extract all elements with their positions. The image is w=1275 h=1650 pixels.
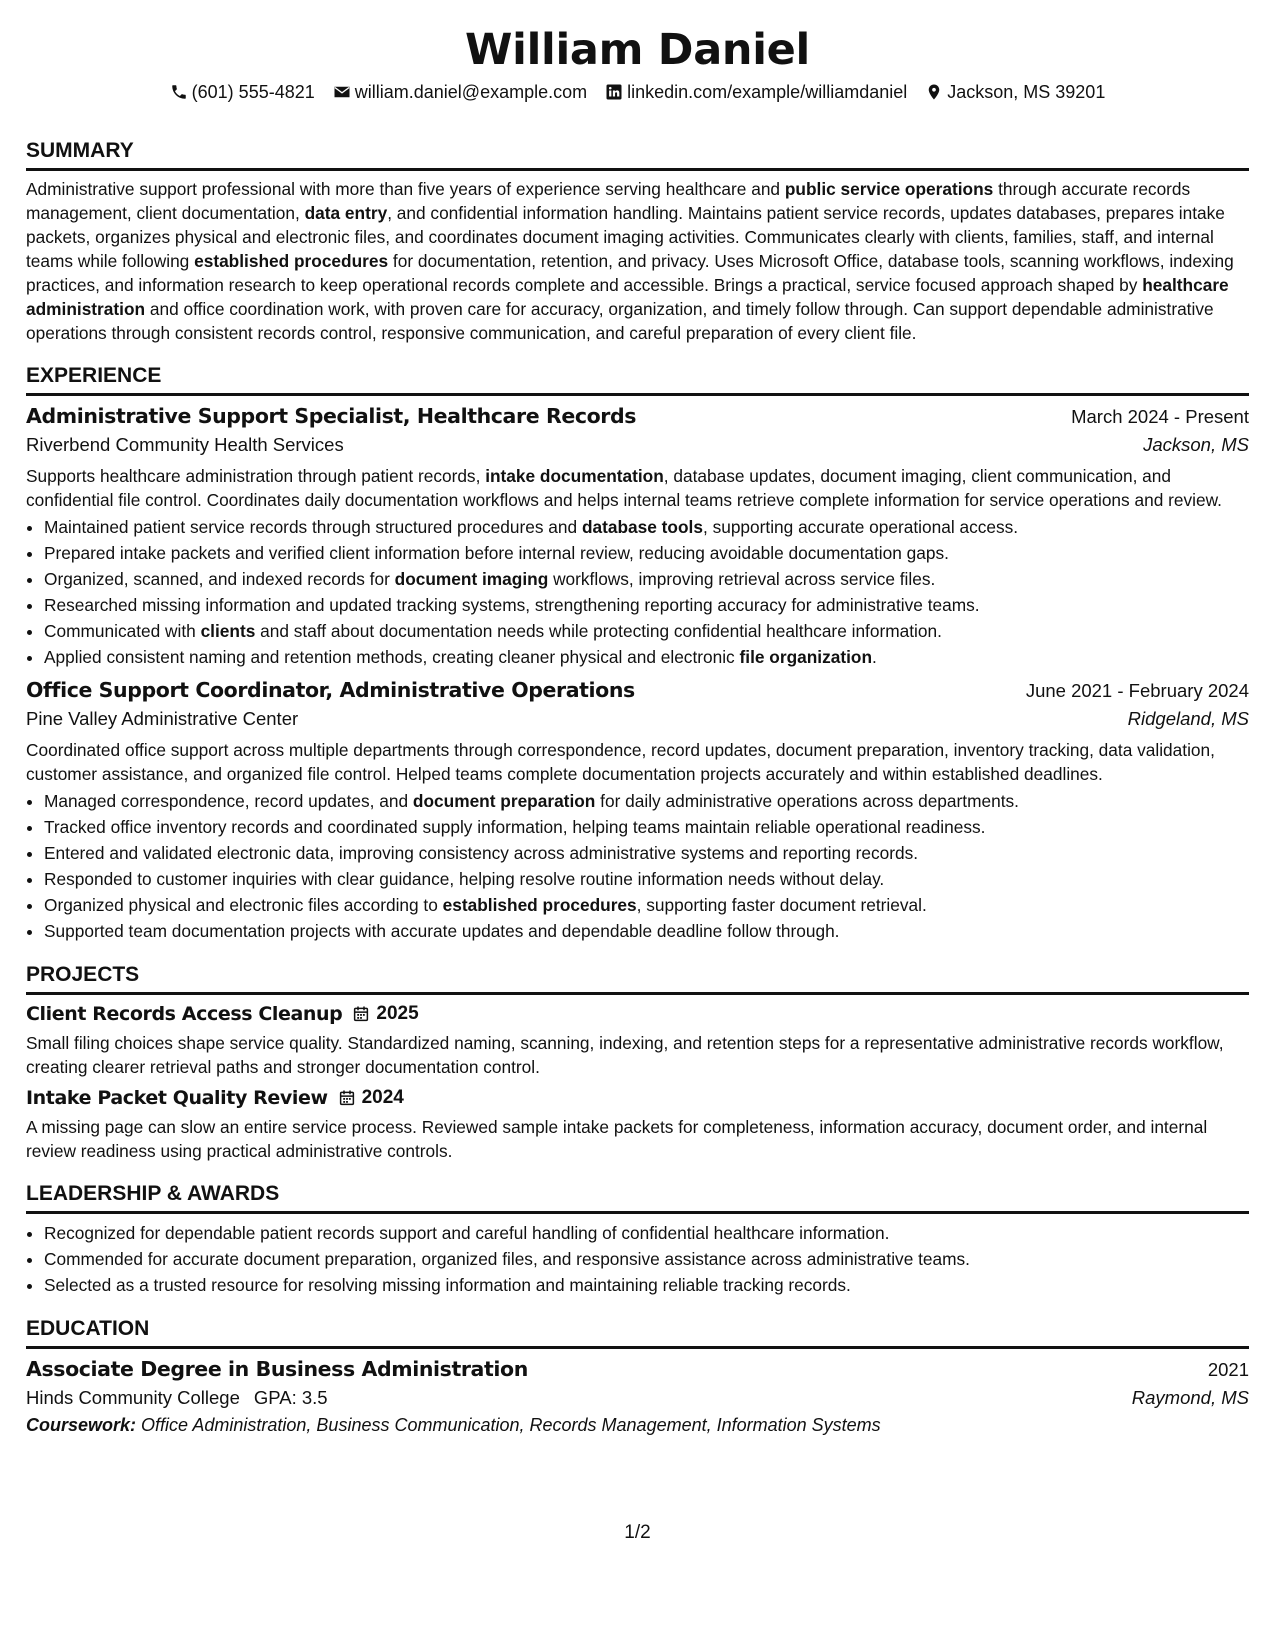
project-entry	[26, 1087, 1249, 1163]
project-header	[26, 1003, 1249, 1025]
summary-highlight: public service operations	[784, 179, 994, 199]
bullet-item	[44, 788, 1249, 814]
bullet-item	[44, 866, 1249, 892]
bullet-highlight: document preparation	[412, 791, 596, 811]
contact-phone	[170, 80, 315, 104]
job-title: Office Support Coordinator, Administrative Operations	[26, 678, 635, 702]
education-subheader	[26, 1385, 1249, 1411]
contact-bar	[26, 80, 1249, 104]
section-title-education: EDUCATION	[26, 1316, 1249, 1349]
award-item: • Recognized for dependable patient records support and careful handling of confidential healthcare information.	[44, 1220, 1249, 1246]
bullet-text: Organized, scanned, and indexed records for	[44, 569, 395, 589]
summary-highlight: data entry	[304, 203, 388, 223]
bullet-item	[44, 918, 1249, 944]
phone-text[interactable]: (601) 555-4821	[191, 82, 315, 102]
bullet-item	[44, 892, 1249, 918]
contact-email	[333, 80, 587, 104]
project-date	[352, 1003, 418, 1025]
school-name: Hinds Community College	[26, 1387, 240, 1408]
degree-name: Associate Degree in Business Administration	[26, 1357, 528, 1381]
education-header	[26, 1357, 1249, 1381]
leadership-list	[26, 1220, 1249, 1298]
coursework	[26, 1415, 1249, 1436]
job-desc-text: Supports healthcare administration through patient records,	[26, 466, 486, 486]
job-dates: June 2021 - February 2024	[1025, 680, 1249, 701]
summary-text: and office coordination work, with proven care for accuracy, organization, and timely follow through. Can support dependable administrative operations through consistent records control, responsive communication, and careful preparation of every client file.	[26, 299, 1214, 343]
bullet-text: Managed correspondence, record updates, and	[44, 791, 413, 811]
bullet-text: .	[872, 647, 877, 667]
bullet-text: , supporting faster document retrieval.	[636, 895, 927, 915]
experience-entry	[26, 404, 1249, 670]
job-desc-text: , database updates, document imaging, client communication, and confidential file control. Coordinates daily documentation workflows and helps internal teams retrieve complete information for service operations and review.	[26, 466, 1222, 510]
bullet-item	[44, 540, 1249, 566]
bullet-text: for daily administrative operations across departments.	[595, 791, 1019, 811]
job-location: Jackson, MS	[1143, 434, 1249, 455]
bullet-item	[44, 514, 1249, 540]
graduation-year: 2021	[1207, 1359, 1249, 1380]
email-link[interactable]: william.daniel@example.com	[354, 82, 588, 102]
bullet-text: Responded to customer inquiries with clear guidance, helping resolve routine information needs without delay.	[44, 869, 885, 889]
project-year: 2025	[376, 1003, 419, 1024]
summary-highlight: established procedures	[194, 251, 389, 271]
award-item: • Selected as a trusted resource for resolving missing information and maintaining reliable tracking records.	[44, 1272, 1249, 1298]
summary-text: , and confidential information handling. Maintains patient service records, updates databases, prepares intake packets, organizes physical and electronic files, and coordinates document imaging activities. Communicates clearly with clients, families, staff, and internal teams while following	[26, 203, 1225, 271]
bullet-text: Entered and validated electronic data, improving consistency across administrative systems and reporting records.	[44, 843, 919, 863]
bullet-highlight: document imaging	[394, 569, 549, 589]
section-title-experience: EXPERIENCE	[26, 363, 1249, 396]
project-description: A missing page can slow an entire service process. Reviewed sample intake packets for completeness, information accuracy, document order, and internal review readiness using practical administrative controls.	[26, 1117, 1208, 1161]
project-date	[338, 1087, 404, 1109]
job-subheader	[26, 432, 1249, 458]
bullet-text: Communicated with	[44, 621, 201, 641]
bullet-text: Researched missing information and updated tracking systems, strengthening reporting accuracy for administrative teams.	[44, 595, 980, 615]
company-name: Pine Valley Administrative Center	[26, 708, 299, 729]
contact-linkedin	[605, 80, 907, 104]
bullet-item	[44, 618, 1249, 644]
job-bullets	[26, 514, 1249, 670]
map-pin-icon	[925, 83, 943, 101]
page-number: 1/2	[624, 1522, 651, 1543]
section-title-leadership: LEADERSHIP & AWARDS	[26, 1181, 1249, 1214]
bullet-text: and staff about documentation needs while protecting confidential healthcare information.	[255, 621, 942, 641]
linkedin-icon	[605, 83, 623, 101]
bullet-item	[44, 592, 1249, 618]
bullet-text: Tracked office inventory records and coordinated supply information, helping teams maintain reliable operational readiness.	[44, 817, 986, 837]
bullet-item	[44, 644, 1249, 670]
bullet-text: Maintained patient service records through structured procedures and	[44, 517, 582, 537]
bullet-highlight: database tools	[581, 517, 703, 537]
job-bullets	[26, 788, 1249, 944]
bullet-item	[44, 840, 1249, 866]
summary-text: Administrative support professional with more than five years of experience serving healthcare and	[26, 179, 785, 199]
project-year: 2024	[361, 1087, 404, 1108]
calendar-icon	[352, 1005, 370, 1023]
gpa: GPA: 3.5	[253, 1387, 328, 1408]
bullet-text: , supporting accurate operational access.	[702, 517, 1019, 537]
award-item: • Commended for accurate document preparation, organized files, and responsive assistance across administrative teams.	[44, 1246, 1249, 1272]
location-text: Jackson, MS 39201	[947, 82, 1106, 102]
summary-text: for documentation, retention, and privacy. Uses Microsoft Office, database tools, scanning workflows, indexing practices, and information research to keep operational records complete and accessible. Brings a practical, service focused approach shaped by	[26, 251, 1234, 295]
linkedin-link[interactable]: linkedin.com/example/williamdaniel	[627, 82, 908, 102]
job-subheader	[26, 706, 1249, 732]
experience-entry	[26, 678, 1249, 944]
bullet-text: Supported team documentation projects with accurate updates and dependable deadline follow through.	[44, 921, 840, 941]
envelope-icon	[333, 83, 351, 101]
candidate-name: William Daniel	[465, 25, 810, 75]
project-name: Client Records Access Cleanup	[26, 1003, 343, 1025]
education-entry	[26, 1357, 1249, 1436]
summary-highlight: healthcare administration	[26, 275, 1229, 319]
project-entry	[26, 1003, 1249, 1079]
bullet-text: Applied consistent naming and retention methods, creating cleaner physical and electronic	[44, 647, 740, 667]
bullet-text: Organized physical and electronic files according to	[44, 895, 443, 915]
job-dates: March 2024 - Present	[1071, 406, 1249, 427]
bullet-highlight: file organization	[739, 647, 873, 667]
summary-text: through accurate records management, client documentation,	[26, 179, 1191, 223]
calendar-icon	[338, 1089, 356, 1107]
job-desc-text: Coordinated office support across multiple departments through correspondence, record updates, document preparation, inventory tracking, data validation, customer assistance, and organized file control. Helped teams complete documentation projects accurately and within established deadlines.	[26, 740, 1215, 784]
coursework-list: Office Administration, Business Communication, Records Management, Information Systems	[136, 1415, 881, 1435]
school-location: Raymond, MS	[1131, 1387, 1249, 1408]
project-description: Small filing choices shape service quality. Standardized naming, scanning, indexing, and retention steps for a representative administrative records workflow, creating clearer retrieval paths and stronger documentation control.	[26, 1033, 1224, 1077]
job-header	[26, 678, 1249, 702]
summary-paragraph	[26, 177, 1249, 345]
job-description	[26, 464, 1249, 512]
bullet-highlight: clients	[200, 621, 256, 641]
job-header	[26, 404, 1249, 428]
company-name: Riverbend Community Health Services	[26, 434, 344, 455]
job-description	[26, 738, 1249, 786]
bullet-item	[44, 814, 1249, 840]
project-name: Intake Packet Quality Review	[26, 1087, 328, 1109]
job-title: Administrative Support Specialist, Healthcare Records	[26, 404, 637, 428]
job-desc-highlight: intake documentation	[485, 466, 664, 486]
project-header	[26, 1087, 1249, 1109]
coursework-label: Coursework:	[26, 1415, 137, 1435]
bullet-text: workflows, improving retrieval across service files.	[548, 569, 936, 589]
section-title-projects: PROJECTS	[26, 962, 1249, 995]
section-title-summary: SUMMARY	[26, 138, 1249, 171]
job-location: Ridgeland, MS	[1127, 708, 1249, 729]
bullet-item	[44, 566, 1249, 592]
contact-location	[925, 80, 1105, 104]
phone-icon	[170, 83, 188, 101]
bullet-highlight: established procedures	[442, 895, 637, 915]
bullet-text: Prepared intake packets and verified client information before internal review, reducing avoidable documentation gaps.	[44, 543, 949, 563]
school-info	[26, 1385, 328, 1411]
